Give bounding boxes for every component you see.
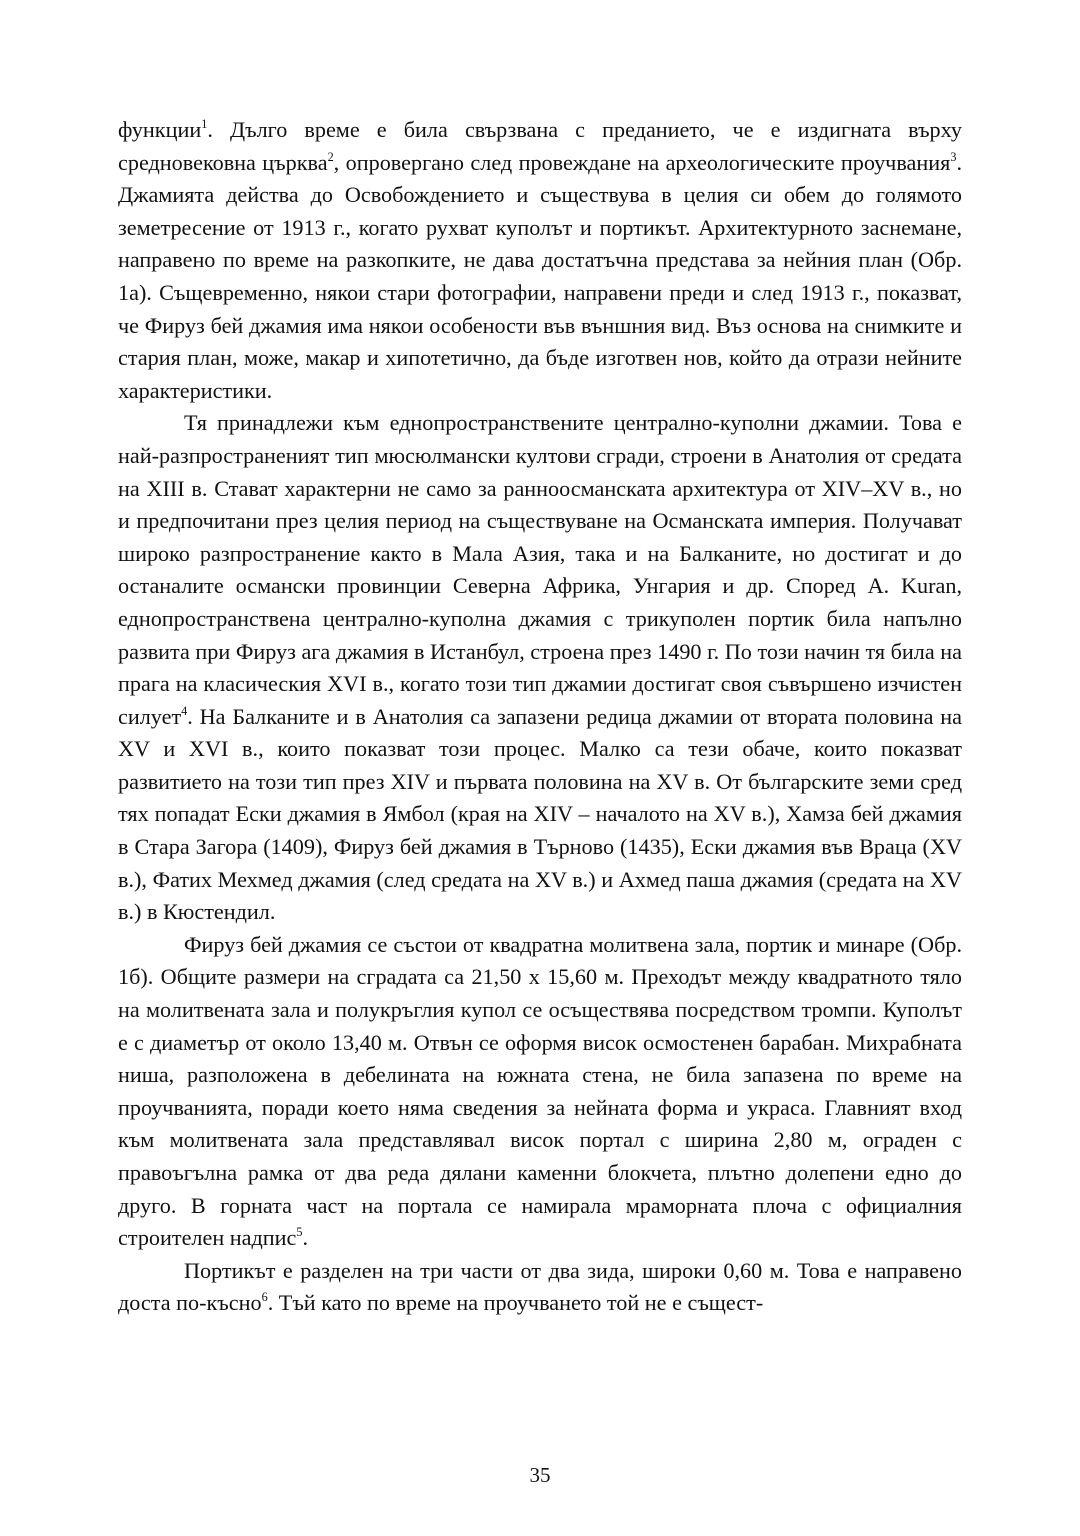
text-run: . На Балканите и в Анатолия са запазени редица джамии от втората половина на XV и XVI в., които показват този процес. Малко са тези обаче, които показват развитието на този тип през XIV и първата половина на XV в. От българските земи сред тях попадат Ески джамия в Ямбол (края на XIV – началото на XV в.), Хамза бей джамия в Стара Загора (1409), Фируз бей джамия в Търново (1435), Ески джамия във Враца (XV в.), Фатих Мехмед джамия (след средата на XV в.) и Ахмед паша джамия (средата на XV в.) в Кюстендил. <box>118 703 962 925</box>
text-run: . Дълго време е била свързвана с преданието, че е издигната върху средновековна църква <box>118 117 962 175</box>
text-run: Портикът е разделен на три части от два зида, широки 0,60 м. Това е направено доста по-късно <box>118 1257 962 1316</box>
text-run: . Джамията действа до Освобождението и съществува в целия си обем до голямото земетресение от 1913 г., когато рухват куполът и портикът. Архитектурното заснемане, направено по време на разкопките, не дава достатъчна представа за нейния план (Обр. 1а). Същевременно, някои стари фотографии, направени преди и след 1913 г., показват, че Фируз бей джамия има някои особености във външния вид. Въз основа на снимките и стария план, може, макар и хипотетично, да бъде изготвен нов, който да отрази нейните характеристики. <box>118 149 962 403</box>
paragraph-1 <box>118 114 962 407</box>
footnote-ref-1: 1 <box>201 116 208 131</box>
footnote-ref-2: 2 <box>327 149 334 164</box>
text-run: , опровергано след провеждане на археологическите проучвания <box>333 149 951 175</box>
footnote-ref-6: 6 <box>261 1290 268 1305</box>
page-number: 35 <box>529 1463 551 1487</box>
footnote-ref-4: 4 <box>181 703 188 718</box>
footnote-ref-3: 3 <box>950 149 957 164</box>
text-run: Тя принадлежи към еднопространствените централно-куполни джамии. Това е най-разпространеният тип мюсюлмански култови сгради, строени в Анатолия от средата на XIII в. Стават характерни не само за ранноосманската архитектура от XIV–XV в., но и предпочитани през целия период на съществуване на Османската империя. Получават широко разпространение както в Мала Азия, така и на Балканите, но достигат и до останалите османски провинции Северна Африка, Унгария и др. Според А. Kuran, еднопространствена централно-куполна джамия с трикуполен портик била напълно развита при Фируз ага джамия в Истанбул, строена през 1490 г. По този начин тя била на прага на класическия XVI в., когато този тип джамии достигат своя съвършено изчистен силует <box>118 410 962 729</box>
paragraph-2 <box>118 407 962 929</box>
text-run: Фируз бей джамия се състои от квадратна молитвена зала, портик и минаре (Обр. 1б). Общите размери на сградата са 21,50 x 15,60 м. Преходът между квадратното тяло на молитвената зала и полукръглия купол се осъществява посредством тромпи. Куполът е с диаметър от около 13,40 м. Отвън се оформя висок осмостенен барабан. Михрабната ниша, разположена в дебелината на южната стена, не била запазена по време на проучванията, поради което няма сведения за нейната форма и украса. Главният вход към молитвената зала представлявал висок портал с ширина 2,80 м, ограден с правоъгълна рамка от два реда дялани каменни блокчета, плътно долепени едно до друго. В горната част на портала се намирала мраморната плоча с официалния строителен надпис <box>118 931 962 1251</box>
paragraph-4 <box>118 1255 962 1320</box>
text-run: функции <box>118 117 202 142</box>
paragraph-3 <box>118 929 962 1255</box>
footnote-ref-5: 5 <box>296 1225 303 1240</box>
text-run: . <box>302 1225 309 1251</box>
body-text <box>118 114 962 1320</box>
text-run: . Тъй като по време на проучването той не е същест- <box>267 1290 764 1316</box>
